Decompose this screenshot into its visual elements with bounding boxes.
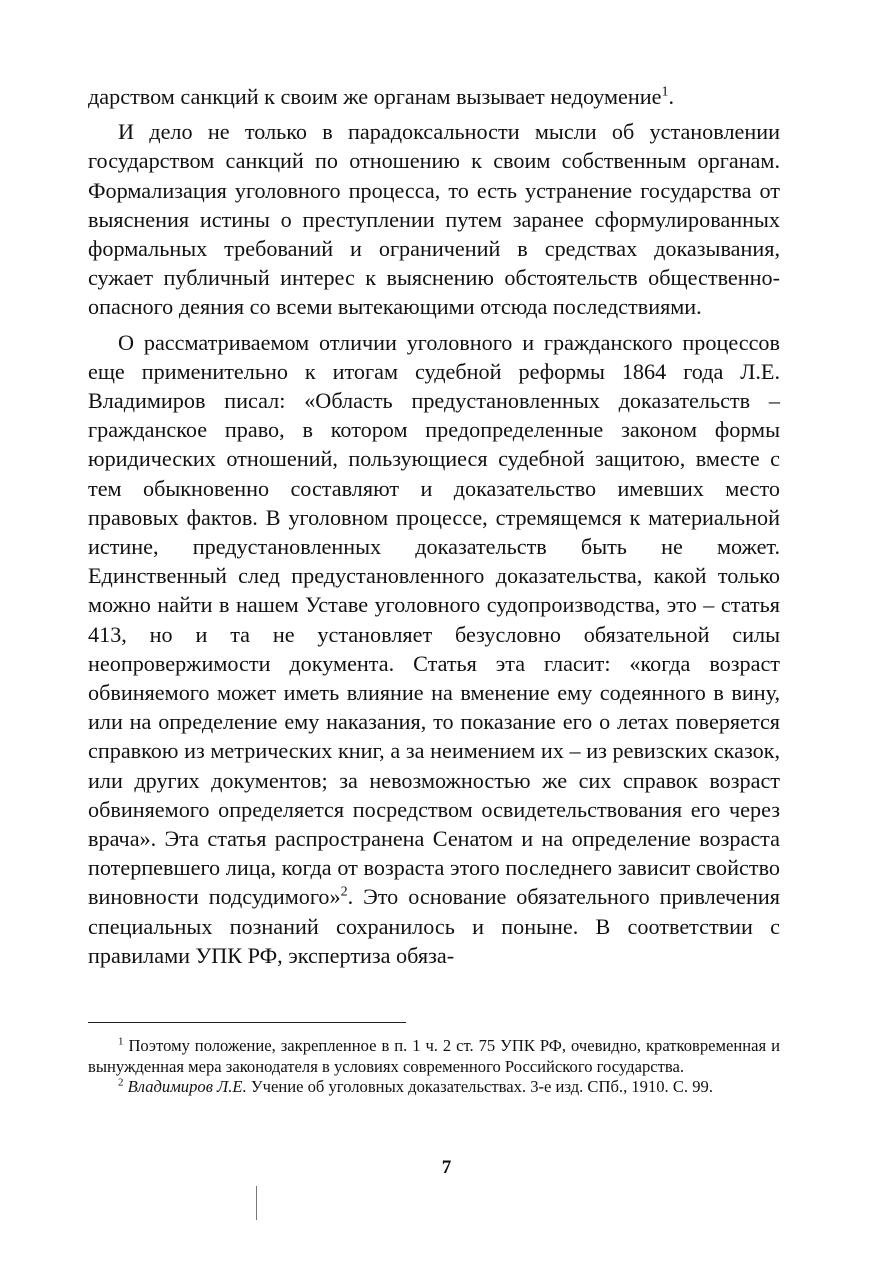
- footnote-author: Владимиров Л.Е.: [127, 1077, 247, 1096]
- footnote-text: Поэтому положение, закрепленное в п. 1 ч. 2 ст. 75 УПК РФ, очевидно, кратковременная и вынужденная мера законодателя в условиях современного Российского государства.: [88, 1036, 780, 1076]
- footnote-1: [88, 1036, 780, 1077]
- footnote-marker-1: 1: [118, 1035, 124, 1048]
- page-number: 7: [441, 1157, 452, 1178]
- paragraph-2: [88, 117, 780, 321]
- footnote-text: Учение об уголовных доказательствах. 3-е изд. СПб., 1910. С. 99.: [246, 1077, 713, 1096]
- paragraph-text: дарством санкций к своим же органам вызывает недоумение: [88, 84, 662, 109]
- footnote-marker-2: 2: [118, 1076, 124, 1089]
- footnote-separator: [88, 1022, 406, 1023]
- footnotes: [88, 1036, 780, 1098]
- footnote-ref-2[interactable]: 2: [340, 885, 348, 901]
- paragraph-tail: . Это основание обязательного привлечения специальных познаний сохранилось и поныне. В соответствии с правилами УПК РФ, экспертиза обяза-: [88, 884, 780, 968]
- footnote-ref-1[interactable]: 1: [661, 84, 669, 100]
- paragraph-1: [88, 82, 780, 111]
- scan-artifact: [256, 1186, 257, 1220]
- paragraph-text: О рассматриваемом отличии уголовного и гражданского процессов еще применительно к итогам судебной реформы 1864 года Л.Е. Владимиров писал: «Область предустановленных доказательств – гражданское право, в котором предопределенные законом формы юридических отношений, пользующиеся судебной защитою, вместе с тем обыкновенно составляют и доказательство имевших место правовых фактов. В уголовном процессе, стремящемся к материальной истине, предустановленных доказательств быть не может. Единственный след предустановленного доказательства, какой только можно найти в нашем Уставе уголовного судопроизводства, это – статья 413, но и та не установляет безусловно обязательной силы неопровержимости документа. Статья эта гласит: «когда возраст обвиняемого может иметь влияние на вменение ему содеянного в вину, или на определение ему наказания, то показание его о летах поверяется справкою из метрических книг, а за неимением их – из ревизских сказок, или других документов; за невозможностью же сих справок возраст обвиняемого определяется посредством освидетельствования его через врача». Эта статья распространена Сенатом и на определение возраста потерпевшего лица, когда от возраста этого последнего зависит свойство виновности подсудимого»: [88, 329, 780, 910]
- main-text: [88, 82, 780, 970]
- page-content: [88, 82, 780, 970]
- paragraph-3: [88, 328, 780, 970]
- footnote-2: [88, 1077, 780, 1098]
- paragraph-tail: .: [668, 84, 675, 109]
- paragraph-text: И дело не только в парадоксальности мысли об установлении государством санкций по отношению к своим собственным органам. Формализация уголовного процесса, то есть устранение государства от выяснения истины о преступлении путем заранее сформулированных формальных требований и ограничений в средствах доказывания, сужает публичный интерес к выяснению обстоятельств общественно-опасного деяния со всеми вытекающими отсюда последствиями.: [88, 119, 780, 320]
